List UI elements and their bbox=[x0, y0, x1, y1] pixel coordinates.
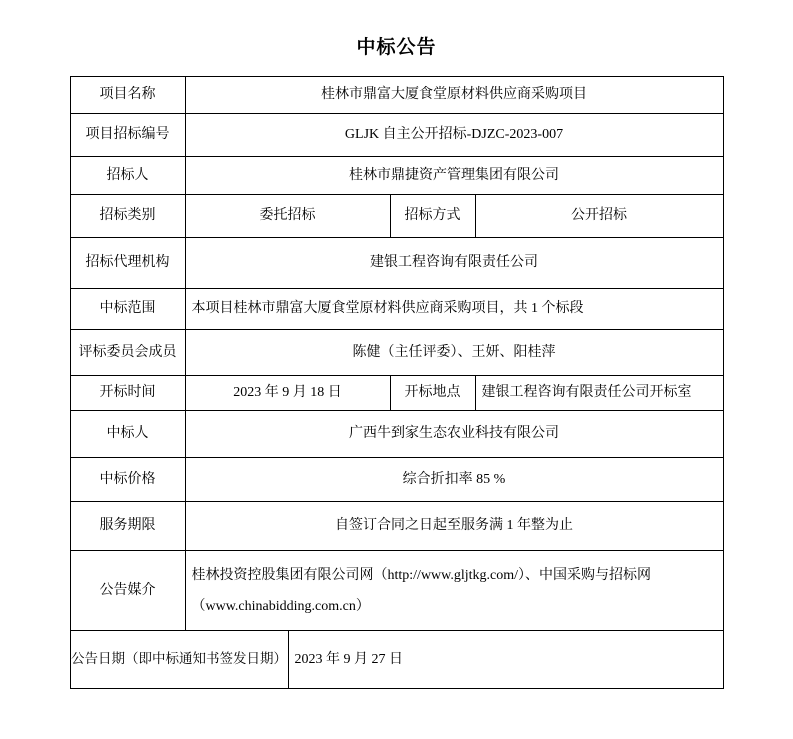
winner-label: 中标人 bbox=[71, 411, 186, 457]
row-bid-category bbox=[71, 195, 723, 238]
scope-value: 本项目桂林市鼎富大厦食堂原材料供应商采购项目，共 1 个标段 bbox=[191, 301, 584, 317]
row-scope bbox=[71, 289, 723, 330]
opening-time-label: 开标时间 bbox=[71, 376, 186, 410]
winner-value: 广西牛到家生态农业科技有限公司 bbox=[349, 426, 559, 442]
service-period-value: 自签订合同之日起至服务满 1 年整为止 bbox=[335, 518, 573, 534]
committee-label: 评标委员会成员 bbox=[71, 330, 186, 375]
bid-announcement-table bbox=[70, 76, 724, 689]
page-title: 中标公告 bbox=[356, 37, 437, 58]
bid-method-label: 招标方式 bbox=[391, 195, 476, 237]
opening-place-label: 开标地点 bbox=[391, 376, 476, 410]
tenderer-label: 招标人 bbox=[71, 157, 186, 194]
announce-date-value: 2023 年 9 月 27 日 bbox=[294, 651, 403, 667]
row-project-name bbox=[71, 77, 723, 114]
price-label: 中标价格 bbox=[71, 458, 186, 501]
bid-category-value: 委托招标 bbox=[186, 195, 391, 237]
bid-number-label: 项目招标编号 bbox=[71, 114, 186, 156]
row-announce-date bbox=[71, 631, 723, 688]
media-value-line2: （www.chinabidding.com.cn） bbox=[191, 598, 370, 614]
scope-label: 中标范围 bbox=[71, 289, 186, 329]
row-agency bbox=[71, 238, 723, 289]
opening-time-value: 2023 年 9 月 18 日 bbox=[186, 376, 391, 410]
bid-category-label: 招标类别 bbox=[71, 195, 186, 237]
media-value-line1: 桂林投资控股集团有限公司网（http://www.gljtkg.com/）、中国采购与招标网 bbox=[191, 567, 652, 583]
committee-value: 陈健（主任评委）、王妍、阳桂萍 bbox=[352, 344, 556, 360]
tenderer-value: 桂林市鼎捷资产管理集团有限公司 bbox=[349, 167, 559, 183]
opening-place-value: 建银工程咨询有限责任公司开标室 bbox=[481, 385, 692, 401]
row-opening bbox=[71, 376, 723, 411]
media-label: 公告媒介 bbox=[71, 551, 186, 630]
announce-date-label: 公告日期（即中标通知书签发日期） bbox=[71, 631, 289, 688]
row-tenderer bbox=[71, 157, 723, 195]
price-value: 综合折扣率 85 % bbox=[402, 471, 506, 487]
project-name-label: 项目名称 bbox=[71, 77, 186, 113]
row-price bbox=[71, 458, 723, 502]
service-period-label: 服务期限 bbox=[71, 502, 186, 550]
bid-method-value: 公开招标 bbox=[571, 208, 627, 224]
agency-value: 建银工程咨询有限责任公司 bbox=[370, 255, 538, 271]
bid-number-value: GLJK 自主公开招标-DJZC-2023-007 bbox=[344, 127, 564, 143]
row-media bbox=[71, 551, 723, 631]
media-value bbox=[186, 551, 723, 630]
row-bid-number bbox=[71, 114, 723, 157]
agency-label: 招标代理机构 bbox=[71, 238, 186, 288]
row-committee bbox=[71, 330, 723, 376]
project-name-value: 桂林市鼎富大厦食堂原材料供应商采购项目 bbox=[321, 87, 587, 103]
row-service-period bbox=[71, 502, 723, 551]
row-winner bbox=[71, 411, 723, 458]
